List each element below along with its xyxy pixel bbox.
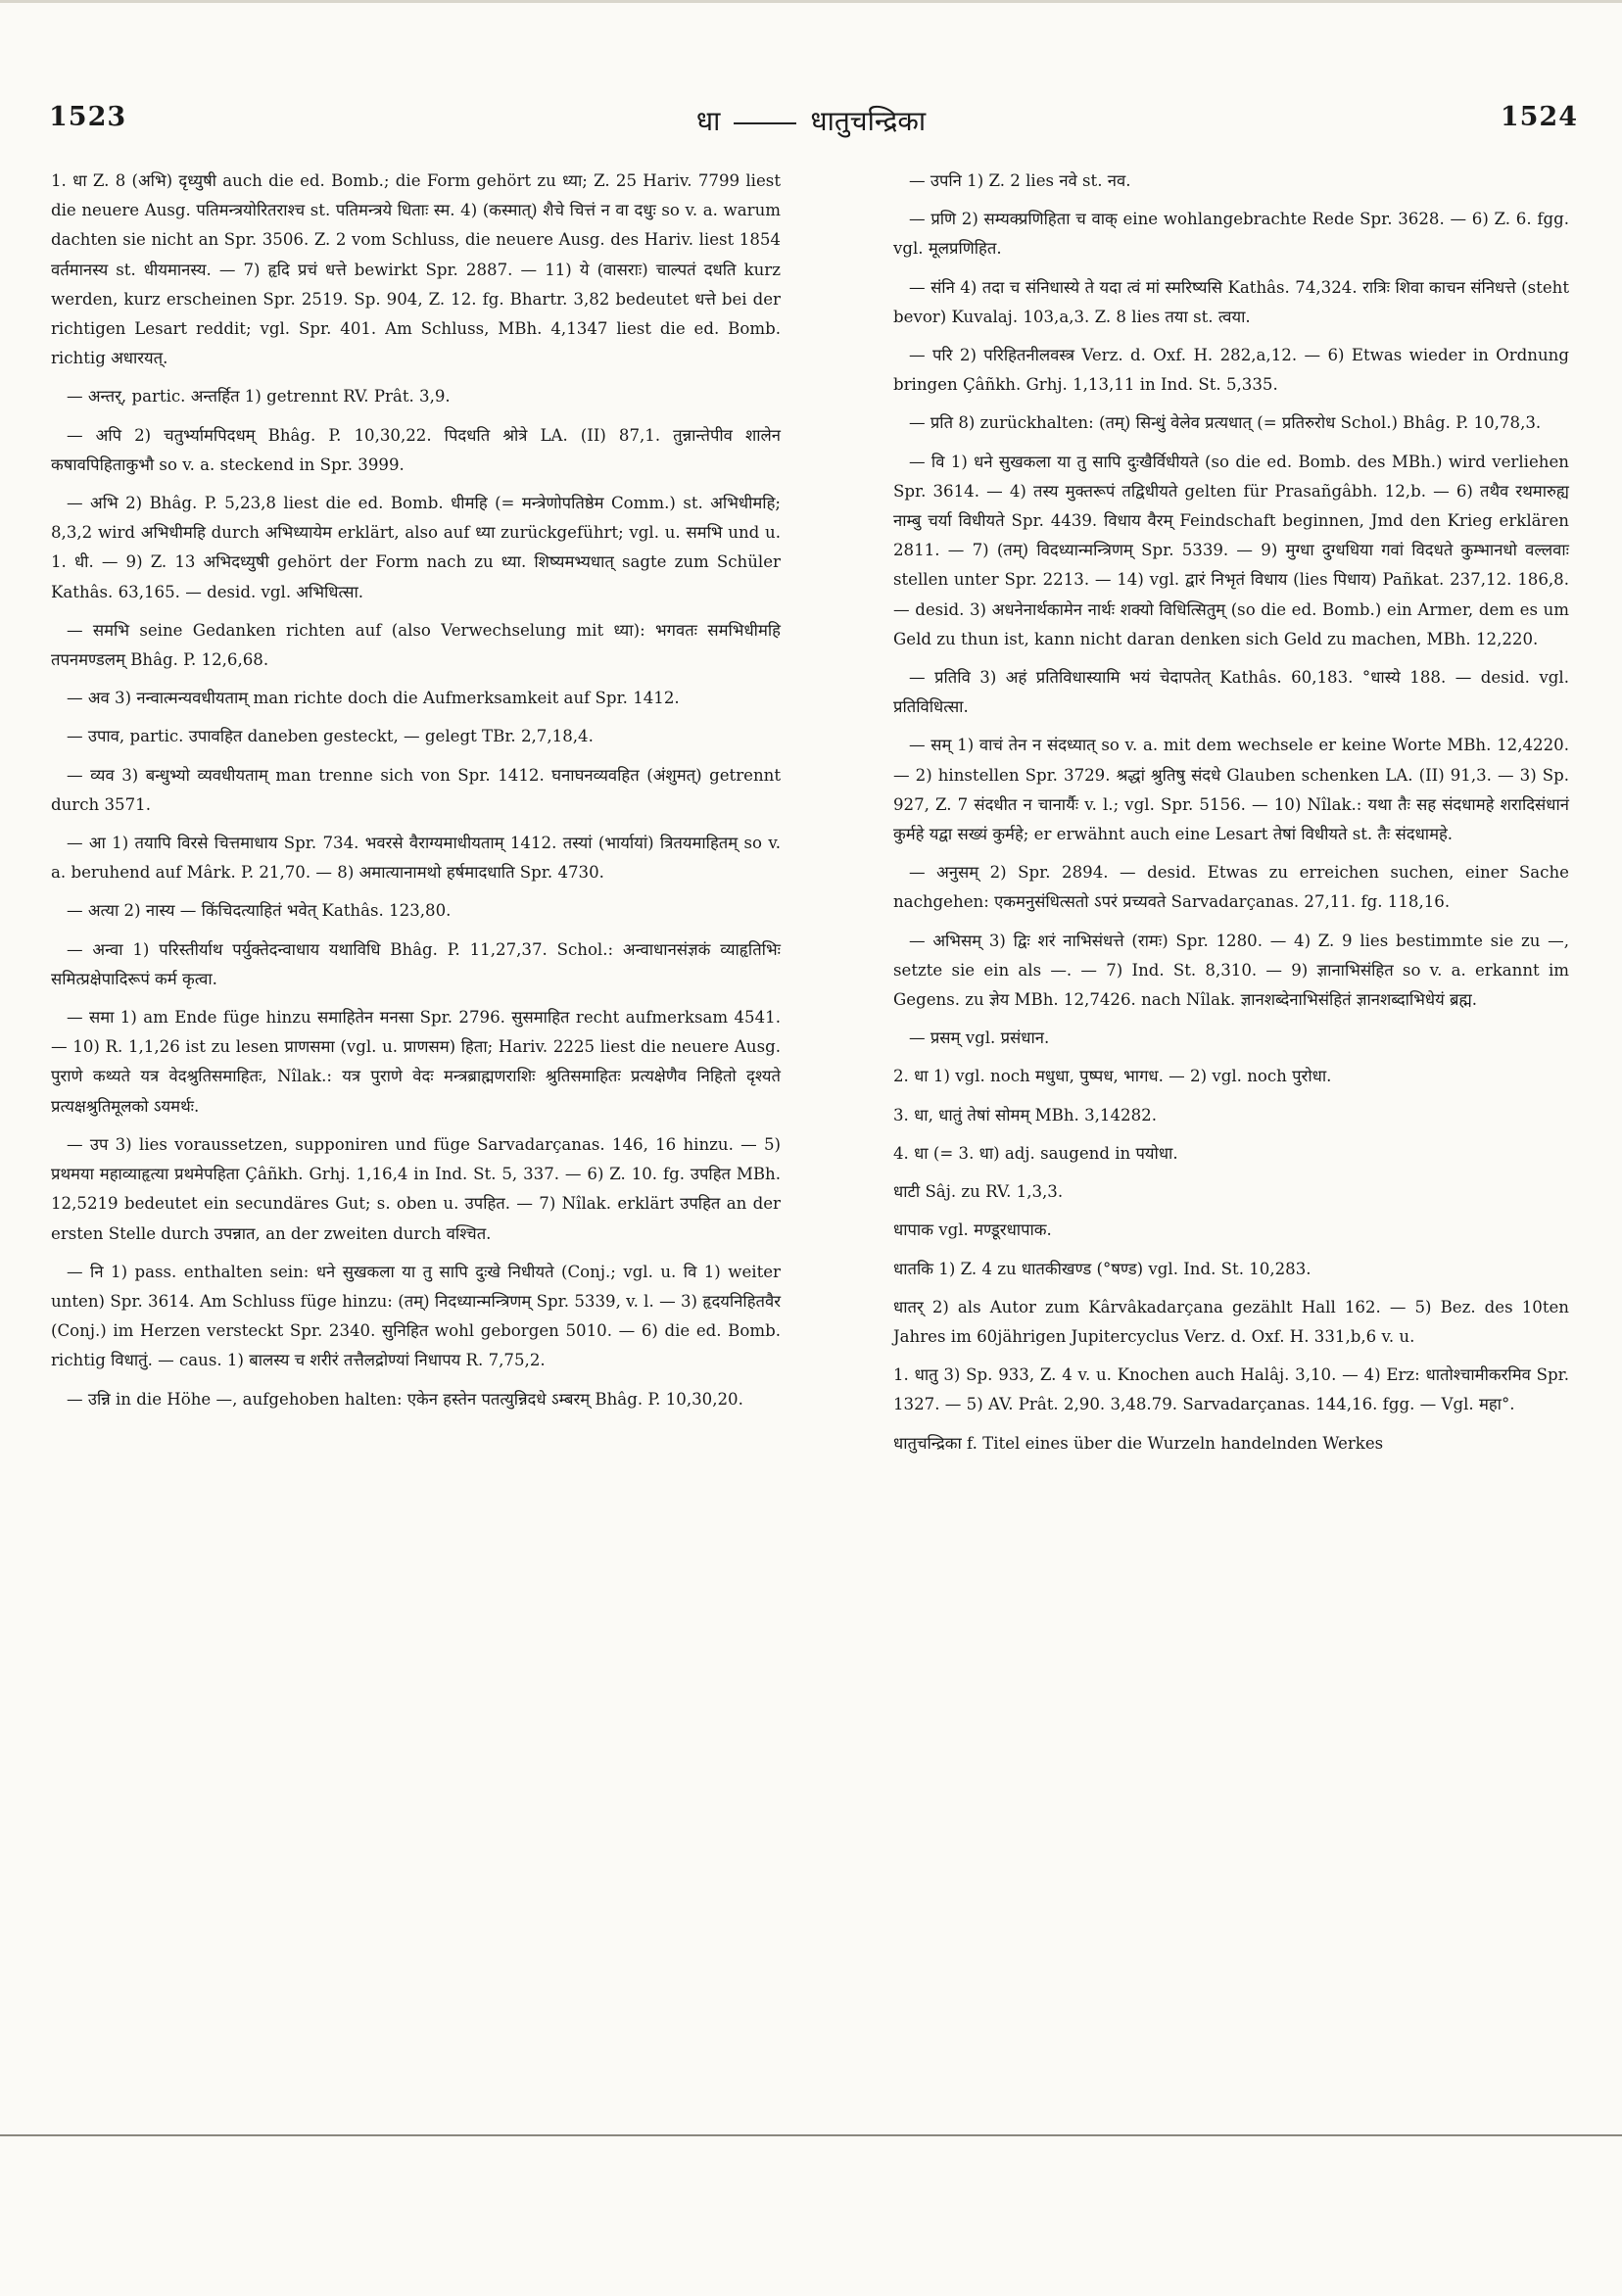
entry-paragraph: 4. धा (= 3. धा) adj. saugend in पयोधा. <box>893 1143 1178 1163</box>
entry-paragraph: — उप 3) lies voraussetzen, supponiren und füge Sarvadarçanas. 146, 16 hinzu. — 5) प्रथमया महाव्याहृत्या प्रथमेपहिता Çâñkh. Grhj. 1,16,4 in Ind. St. 5, 337. — 6) Z. 10. fg. उपहित MBh. 12,5219 bedeutet ein secundäres Gut; s. oben u. उपहित. — 7) Nîlak. erklärt उपहित an der ersten Stelle durch उपन्नात, an der zweiten durch वश्चित. <box>51 1134 781 1243</box>
entry-paragraph: — उन्नि in die Höhe —, aufgehoben halten: एकेन हस्तेन पतत्युन्निदधे ऽम्बरम् Bhâg. P. 10,30,20. <box>67 1389 743 1409</box>
entry-paragraph: — समा 1) am Ende füge hinzu समाहितेन मनसा Spr. 2796. सुसमाहित recht aufmerksam 4541. — 10) R. 1,1,26 ist zu lesen प्राणसमा (vgl. u. प्राणसम) हिता; Hariv. 2225 liest die neuere Ausg. पुराणे कथ्यते यत्र वेदश्रुतिसमाहितः, Nîlak.: यत्र पुराणे वेदः मन्त्रब्राह्मणराशिः श्रुतिसमाहितः प्रत्यक्षेणैव निहितो दृश्यते प्रत्यक्षश्रुतिमूलको ऽयमर्थः. <box>51 1008 781 1116</box>
entry-paragraph: — अभि 2) Bhâg. P. 5,23,8 liest die ed. Bomb. धीमहि (= मन्त्रेणोपतिष्ठेम Comm.) st. अभिधीमहि; 8,3,2 wird अभिधीमहि durch अभिध्यायेम erklärt, also auf ध्या zurückgeführt; vgl. u. समभि und u. 1. धी. — 9) Z. 13 अभिदध्युषी gehört der Form nach zu ध्या. शिष्यमभ्यधात् sagte zum Schüler Kathâs. 63,165. — desid. vgl. अभिधित्सा. <box>51 494 781 601</box>
entry-paragraph: — उपनि 1) Z. 2 lies नवे st. नव. <box>909 171 1131 190</box>
running-head-right: धातुचन्द्रिका <box>810 105 927 137</box>
entry-paragraph: — अन्वा 1) परिस्तीर्याथ पर्युक्तेदन्वाधाय यथाविधि Bhâg. P. 11,27,37. Schol.: अन्वाधानसंज्ञकं व्याहृतिभिः समित्प्रक्षेपादिरूपं कर्म कृत्वा. <box>51 939 781 988</box>
entry-paragraph: — वि 1) धने सुखकला या तु सापि दुःखैर्विधीयते (so die ed. Bomb. des MBh.) wird verliehen Spr. 3614. — 4) तस्य मुक्तरूपं तद्विधीयते gelten für Prasañgâbh. 12,b. — 6) तथैव रथमारुह्य नाम्बु चर्या विधीयते Spr. 4439. विधाय वैरम् Feindschaft beginnen, Jmd den Krieg erklären 2811. — 7) (तम्) विदध्यान्मन्त्रिणम् Spr. 5339. — 9) मुग्धा दुग्धधिया गवां विदधते कुम्भानधो वल्लवाः stellen unter Spr. 2213. — 14) vgl. द्वारं निभृतं विधाय (lies पिधाय) Pañkat. 237,12. 186,8. — desid. 3) अधनेनार्थकामेन नार्थः शक्यो विधित्सितुम् (so die ed. Bomb.) ein Armer, dem es um Geld zu thun ist, kann nicht daran denken sich Geld zu machen, MBh. 12,220. <box>893 452 1569 648</box>
entry-paragraph: — अव 3) नन्वात्मन्यवधीयताम् man richte doch die Aufmerksamkeit auf Spr. 1412. <box>67 689 680 708</box>
entry-paragraph: — प्रतिवि 3) अहं प्रतिविधास्यामि भयं चेदापतेत् Kathâs. 60,183. °धास्ये 188. — desid. vgl. प्रतिविधित्सा. <box>893 668 1569 717</box>
entry-paragraph: 3. धा, धातुं तेषां सोमम् MBh. 3,14282. <box>893 1105 1157 1124</box>
entry-paragraph: — नि 1) pass. enthalten sein: धने सुखकला या तु सापि दुःखे निधीयते (Conj.; vgl. u. वि 1) weiter unten) Spr. 3614. Am Schluss füge hinzu: (तम्) निदध्यान्मन्त्रिणम् Spr. 5339, v. l. — 3) हृदयनिहितवैर (Conj.) im Herzen versteckt Spr. 2340. सुनिहित wohl geborgen 5010. — 6) die ed. Bomb. richtig विधातुं. — caus. 1) बालस्य च शरीरं तत्तैलद्रोण्यां निधापय R. 7,75,2. <box>51 1262 781 1370</box>
page-number-left: 1523 <box>49 102 127 132</box>
bottom-rule <box>0 2134 1622 2136</box>
running-head-left: धा <box>695 105 721 137</box>
entry-paragraph: — प्रणि 2) सम्यक्प्रणिहिता च वाक् eine wohlangebrachte Rede Spr. 3628. — 6) Z. 6. fgg. vgl. मूलप्रणिहित. <box>893 210 1569 259</box>
entry-paragraph: धातुचन्द्रिका f. Titel eines über die Wurzeln handelnden Werkes <box>893 1433 1384 1453</box>
entry-paragraph: — आ 1) तयापि विरसे चित्तमाधाय Spr. 734. भवरसे वैराग्यमाधीयताम् 1412. तस्यां (भार्यायां) त्रितयमाहितम् so v. a. beruhend auf Mârk. P. 21,70. — 8) अमात्यानामथो हर्षमादधाति Spr. 4730. <box>51 834 781 883</box>
entry-paragraph: — अनुसम् 2) Spr. 2894. — desid. Etwas zu erreichen suchen, einer Sache nachgehen: एकमनुसंधित्सतो ऽपरं प्रच्यवते Sarvadarçanas. 27,11. fg. 118,16. <box>893 863 1569 912</box>
entry-paragraph: — अत्या 2) नास्य — किंचिदत्याहितं भवेत् Kathâs. 123,80. <box>67 901 452 921</box>
entry-paragraph: 1. धा Z. 8 (अभि) दृध्युषी auch die ed. Bomb.; die Form gehört zu ध्या; Z. 25 Hariv. 7799 liest die neuere Ausg. पतिमन्त्रयोरितराश्च st. पतिमन्त्रये धिताः स्म. 4) (कस्मात्) शैचे चित्तं न वा दधुः so v. a. warum dachten sie nicht an Spr. 3506. Z. 2 vom Schluss, die neuere Ausg. des Hariv. liest 1854 वर्तमानस्य st. धीयमानस्य. — 7) हृदि प्रचं धत्ते bewirkt Spr. 2887. — 11) ये (वासराः) चाल्पतं दधति kurz werden, kurz erscheinen Spr. 2519. Sp. 904, Z. 12. fg. Bhartr. 3,82 bedeutet धत्ते bei der richtigen Lesart reddit; vgl. Spr. 401. Am Schluss, MBh. 4,1347 liest die ed. Bomb. richtig अधारयत्. <box>51 171 781 368</box>
top-rule <box>0 0 1622 3</box>
entry-paragraph: — परि 2) परिहितनीलवस्त्र Verz. d. Oxf. H. 282,a,12. — 6) Etwas wieder in Ordnung bringen Çâñkh. Grhj. 1,13,11 in Ind. St. 5,335. <box>893 346 1569 395</box>
running-head <box>0 102 1622 139</box>
left-column <box>51 167 781 1423</box>
right-column <box>893 167 1569 1467</box>
entry-paragraph: धातकि 1) Z. 4 zu धातकीखण्ड (°षण्ड) vgl. Ind. St. 10,283. <box>893 1259 1312 1278</box>
page-number-right: 1524 <box>1500 102 1578 132</box>
entry-paragraph: — अपि 2) चतुर्भ्यामपिदधम् Bhâg. P. 10,30,22. पिदधति श्रोत्रे LA. (II) 87,1. तुन्नान्तेपीव शालेन कषावपिहिताकुभौ so v. a. steckend in Spr. 3999. <box>51 425 781 474</box>
entry-paragraph: — अन्तर्, partic. अन्तर्हित 1) getrennt RV. Prât. 3,9. <box>67 387 451 407</box>
running-head-dash <box>734 122 796 124</box>
entry-paragraph: — समभि seine Gedanken richten auf (also Verwechselung mit ध्या): भगवतः समभिधीमहि तपनमण्डलम् Bhâg. P. 12,6,68. <box>51 620 781 670</box>
entry-paragraph: धातर् 2) als Autor zum Kârvâkadarçana gezählt Hall 162. — 5) Bez. des 10ten Jahres im 60jährigen Jupitercyclus Verz. d. Oxf. H. 331,b,6 v. u. <box>893 1297 1569 1346</box>
entry-paragraph: — व्यव 3) बन्धुभ्यो व्यवधीयताम् man trenne sich von Spr. 1412. घनाघनव्यवहित (अंशुमत्) getrennt durch 3571. <box>51 765 781 814</box>
entry-paragraph: — प्रति 8) zurückhalten: (तम्) सिन्धुं वेलेव प्रत्यधात् (= प्रतिरुरोध Schol.) Bhâg. P. 10,78,3. <box>909 413 1542 433</box>
entry-paragraph: 2. धा 1) vgl. noch मधुधा, पुष्पध, भागध. — 2) vgl. noch पुरोधा. <box>893 1067 1332 1086</box>
entry-paragraph: — उपाव, partic. उपावहित daneben gesteckt, — gelegt TBr. 2,7,18,4. <box>67 727 594 746</box>
entry-paragraph: — प्रसम् vgl. प्रसंधान. <box>909 1028 1050 1048</box>
entry-paragraph: 1. धातु 3) Sp. 933, Z. 4 v. u. Knochen auch Halâj. 3,10. — 4) Erz: धातोश्चामीकरमिव Spr. 1327. — 5) AV. Prât. 2,90. 3,48.79. Sarvadarçanas. 144,16. fgg. — Vgl. महा°. <box>893 1365 1569 1414</box>
entry-paragraph: — अभिसम् 3) द्विः शरं नाभिसंधत्ते (रामः) Spr. 1280. — 4) Z. 9 lies bestimmte sie zu —, setzte sie ein als —. — 7) Ind. St. 8,310. — 9) ज्ञानाभिसंहित so v. a. erkannt im Gegens. zu ज्ञेय MBh. 12,7426. nach Nîlak. ज्ञानशब्देनाभिसंहितं ज्ञानशब्दाभिधेयं ब्रह्म. <box>893 931 1569 1010</box>
entry-paragraph: धापाक vgl. मण्डूरधापाक. <box>893 1220 1052 1240</box>
page-header <box>0 102 1622 141</box>
entry-paragraph: — सम् 1) वाचं तेन न संदध्यात् so v. a. mit dem wechsele er keine Worte MBh. 12,4220. — 2) hinstellen Spr. 3729. श्रद्धां श्रुतिषु संदधे Glauben schenken LA. (II) 91,3. — 3) Sp. 927, Z. 7 संदधीत न चानार्यैः v. l.; vgl. Spr. 5156. — 10) Nîlak.: यथा तैः सह संदधामहे शरादिसंधानं कुर्महे यद्वा सख्यं कुर्महे; er erwähnt auch eine Lesart तेषां विधीयते st. तैः संदधामहे. <box>893 736 1569 844</box>
entry-paragraph: — संनि 4) तदा च संनिधास्ये ते यदा त्वं मां स्मरिष्यसि Kathâs. 74,324. रात्रिः शिवा काचन संनिधत्ते (steht bevor) Kuvalaj. 103,a,3. Z. 8 lies तया st. त्वया. <box>893 277 1569 326</box>
entry-paragraph: धाटी Sâj. zu RV. 1,3,3. <box>893 1182 1064 1202</box>
